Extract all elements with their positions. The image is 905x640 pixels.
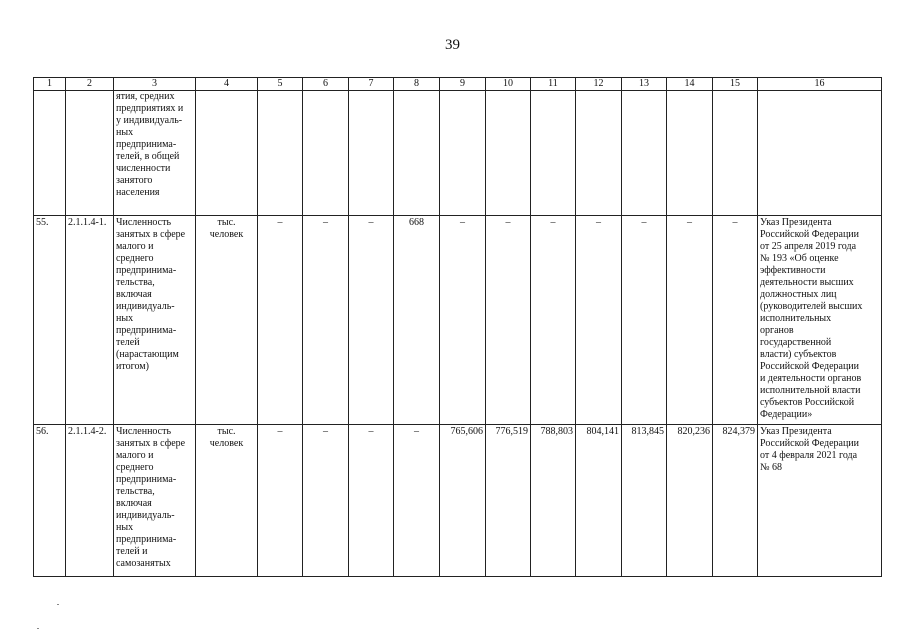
cell-code: 2.1.1.4-2. (66, 425, 114, 577)
page-number: 39 (445, 37, 460, 53)
cell-value: – (440, 216, 486, 425)
column-header: 9 (440, 78, 486, 91)
cell-source: Указ Президента Российской Федерации от 25 апреля 2019 года № 193 «Об оценке эффективности деятельности высших должностных лиц (руководителей высших исполнительных органов государственной власти) субъектов Российской Федерации и деятельности органов исполнительной власти субъектов Российской Федерации» (758, 216, 882, 425)
cell-value (622, 91, 667, 216)
cell-value: – (667, 216, 713, 425)
cell-value (394, 91, 440, 216)
cell-value: – (258, 216, 303, 425)
cell-number: 56. (34, 425, 66, 577)
cell-value: – (349, 425, 394, 577)
cell-value (258, 91, 303, 216)
cell-value: – (576, 216, 622, 425)
cell-value (576, 91, 622, 216)
cell-unit (196, 91, 258, 216)
cell-value: 804,141 (576, 425, 622, 577)
cell-source: Указ Президента Российской Федерации от 4 февраля 2021 года № 68 (758, 425, 882, 577)
column-header: 11 (531, 78, 576, 91)
column-header: 14 (667, 78, 713, 91)
cell-code (66, 91, 114, 216)
header-row (34, 78, 882, 91)
cell-value: 824,379 (713, 425, 758, 577)
cell-value: 788,803 (531, 425, 576, 577)
column-header: 12 (576, 78, 622, 91)
column-header: 15 (713, 78, 758, 91)
column-header: 6 (303, 78, 349, 91)
cell-value: – (349, 216, 394, 425)
column-header: 3 (114, 78, 196, 91)
column-header: 7 (349, 78, 394, 91)
cell-value (440, 91, 486, 216)
table-row-continuation (34, 91, 882, 216)
column-header: 2 (66, 78, 114, 91)
cell-unit: тыс. человек (196, 425, 258, 577)
column-header: 1 (34, 78, 66, 91)
cell-value: – (531, 216, 576, 425)
cell-source (758, 91, 882, 216)
column-header: 16 (758, 78, 882, 91)
cell-unit: тыс. человек (196, 216, 258, 425)
cell-value (667, 91, 713, 216)
cell-value (349, 91, 394, 216)
cell-value: 668 (394, 216, 440, 425)
cell-value: – (303, 425, 349, 577)
table-row-55 (34, 216, 882, 425)
cell-value: – (394, 425, 440, 577)
cell-value (713, 91, 758, 216)
cell-value: – (303, 216, 349, 425)
cell-value: 820,236 (667, 425, 713, 577)
cell-value (531, 91, 576, 216)
column-header: 8 (394, 78, 440, 91)
cell-value: 765,606 (440, 425, 486, 577)
column-header: 10 (486, 78, 531, 91)
cell-value (486, 91, 531, 216)
cell-value: – (713, 216, 758, 425)
cell-value: – (486, 216, 531, 425)
cell-indicator-name: Численность занятых в сфере малого и среднего предпринима- тельства, включая индивидуаль- ных предпринима- телей и самозанятых (114, 425, 196, 577)
cell-value (303, 91, 349, 216)
indicators-table (33, 77, 882, 577)
scan-speck (57, 604, 59, 605)
cell-value: 776,519 (486, 425, 531, 577)
scan-speck (37, 628, 39, 629)
column-header: 13 (622, 78, 667, 91)
cell-indicator-name: ятия, средних предприятиях и у индивидуаль- ных предпринима- телей, в общей численности занятого населения (114, 91, 196, 216)
cell-code: 2.1.1.4-1. (66, 216, 114, 425)
column-header: 5 (258, 78, 303, 91)
cell-number: 55. (34, 216, 66, 425)
table-row-56 (34, 425, 882, 577)
cell-indicator-name: Численность занятых в сфере малого и среднего предпринима- тельства, включая индивидуаль- ных предпринима- телей (нарастающим итогом) (114, 216, 196, 425)
cell-value: – (622, 216, 667, 425)
column-header: 4 (196, 78, 258, 91)
cell-value: 813,845 (622, 425, 667, 577)
cell-number (34, 91, 66, 216)
cell-value: – (258, 425, 303, 577)
